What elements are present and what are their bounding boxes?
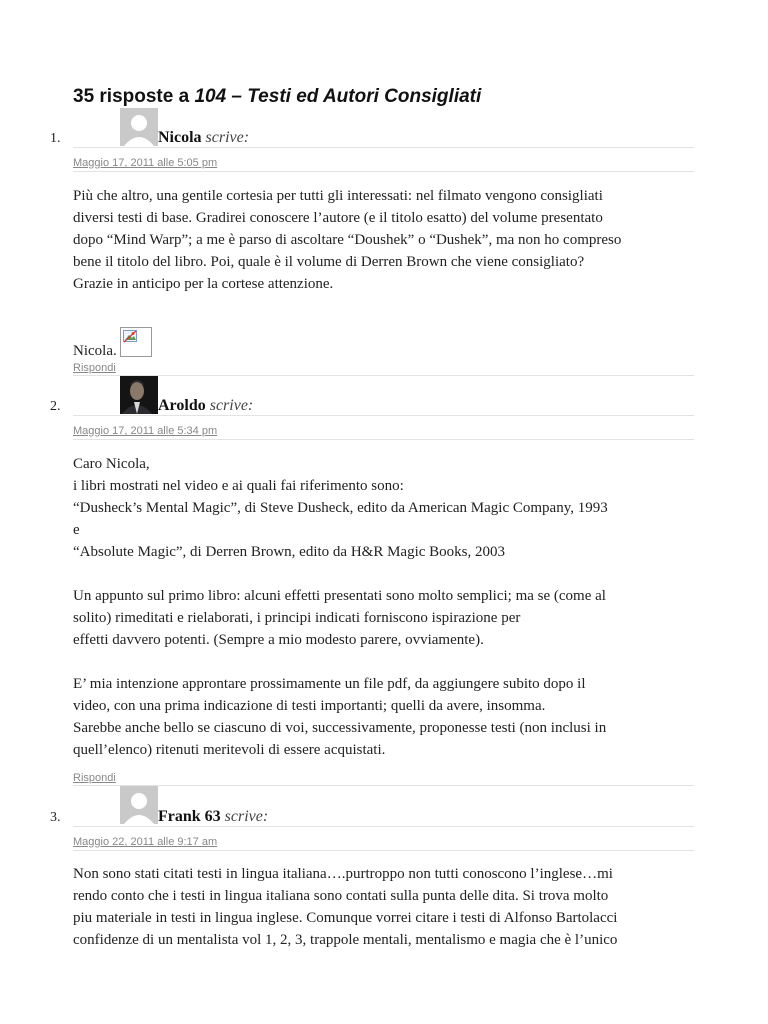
comment-author-line (158, 808, 268, 826)
broken-image-icon (120, 327, 152, 357)
text-line: “Absolute Magic”, di Derren Brown, edito da H&R Magic Books, 2003 (73, 544, 506, 560)
text-line: dopo “Mind Warp”; a me è parso di ascoltare “Doushek” o “Dushek”, ma non ho compreso (73, 232, 622, 248)
divider (73, 785, 694, 786)
user-photo-avatar-icon (120, 376, 158, 414)
text-line: Non sono stati citati testi in lingua italiana….purtroppo non tutti conoscono l’inglese…mi (73, 866, 613, 882)
comment-number: 2. (50, 399, 61, 414)
divider (73, 171, 694, 172)
comments-count: 35 risposte a (73, 86, 190, 107)
text-line: Caro Nicola, (73, 456, 150, 472)
comment-author-line (158, 129, 249, 147)
divider (73, 415, 694, 416)
comment-number: 1. (50, 131, 61, 146)
comment-paragraph (73, 453, 713, 563)
comment-author-line (158, 397, 253, 415)
text-line: piu materiale in testi in lingua inglese. Comunque vorrei citare i testi di Alfonso Bartolacci (73, 910, 618, 926)
reply-link[interactable]: Rispondi (73, 772, 116, 784)
text-line: i libri mostrati nel video e ai quali fai riferimento sono: (73, 478, 404, 494)
says-label: scrive: (209, 397, 254, 414)
text-line: E’ mia intenzione approntare prossimamente un file pdf, da aggiungere subito dopo il (73, 676, 586, 692)
comment-author[interactable]: Nicola (158, 129, 202, 146)
text-line: solito) rimeditati e rielaborati, i principi indicati forniscono ispirazione per (73, 610, 521, 626)
text-line: Sarebbe anche bello se ciascuno di voi, successivamente, proponesse testi (non inclusi in (73, 720, 607, 736)
text-line: e (73, 522, 80, 538)
comment-body (73, 453, 713, 783)
text-line: confidenze di un mentalista vol 1, 2, 3, trappole mentali, mentalismo e magia che è l’unico (73, 932, 618, 948)
divider (73, 375, 694, 376)
text-line: effetti davvero potenti. (Sempre a mio modesto parere, ovviamente). (73, 632, 484, 648)
default-avatar-icon (120, 786, 158, 824)
comment-author[interactable]: Frank 63 (158, 808, 221, 825)
comment-date-link[interactable]: Maggio 17, 2011 alle 5:34 pm (73, 425, 218, 437)
divider (73, 147, 694, 148)
comment-date-link[interactable]: Maggio 22, 2011 alle 9:17 am (73, 836, 218, 848)
comment-body (73, 863, 713, 973)
default-avatar-icon (120, 108, 158, 146)
text-line: “Dusheck’s Mental Magic”, di Steve Dusheck, edito da American Magic Company, 1993 (73, 500, 608, 516)
text-line: Grazie in anticipo per la cortese attenzione. (73, 276, 334, 292)
signature-text: Nicola. (73, 343, 117, 359)
comment-date-link[interactable]: Maggio 17, 2011 alle 5:05 pm (73, 157, 218, 169)
divider (73, 826, 694, 827)
comment-body (73, 185, 713, 317)
text-line: quell’elenco) ritenuti meritevoli di essere acquistati. (73, 742, 386, 758)
text-line: diversi testi di base. Gradirei conoscere l’autore (e il titolo esatto) del volume presentato (73, 210, 603, 226)
text-line: bene il titolo del libro. Poi, quale è il volume di Derren Brown che viene consigliato? (73, 254, 585, 270)
comment-paragraph (73, 863, 713, 951)
comment-signature (73, 327, 713, 362)
reply-link[interactable]: Rispondi (73, 362, 116, 374)
divider (73, 439, 694, 440)
comment-paragraph (73, 185, 713, 295)
text-line: Un appunto sul primo libro: alcuni effetti presentati sono molto semplici; ma se (come al (73, 588, 606, 604)
divider (73, 850, 694, 851)
text-line: rendo conto che i testi in lingua italiana sono contati sulla punta delle dita. Si trova molto (73, 888, 609, 904)
comment-paragraph (73, 585, 713, 651)
text-line: Più che altro, una gentile cortesia per tutti gli interessati: nel filmato vengono consigliati (73, 188, 603, 204)
text-line: video, con una prima indicazione di testi importanti; quelli da avere, insomma. (73, 698, 546, 714)
comment-number: 3. (50, 810, 61, 825)
says-label: scrive: (205, 129, 250, 146)
says-label: scrive: (224, 808, 269, 825)
comment-author[interactable]: Aroldo (158, 397, 206, 414)
post-title-link[interactable]: 104 – Testi ed Autori Consigliati (194, 86, 482, 107)
comments-heading (73, 86, 481, 108)
comment-paragraph (73, 673, 713, 761)
